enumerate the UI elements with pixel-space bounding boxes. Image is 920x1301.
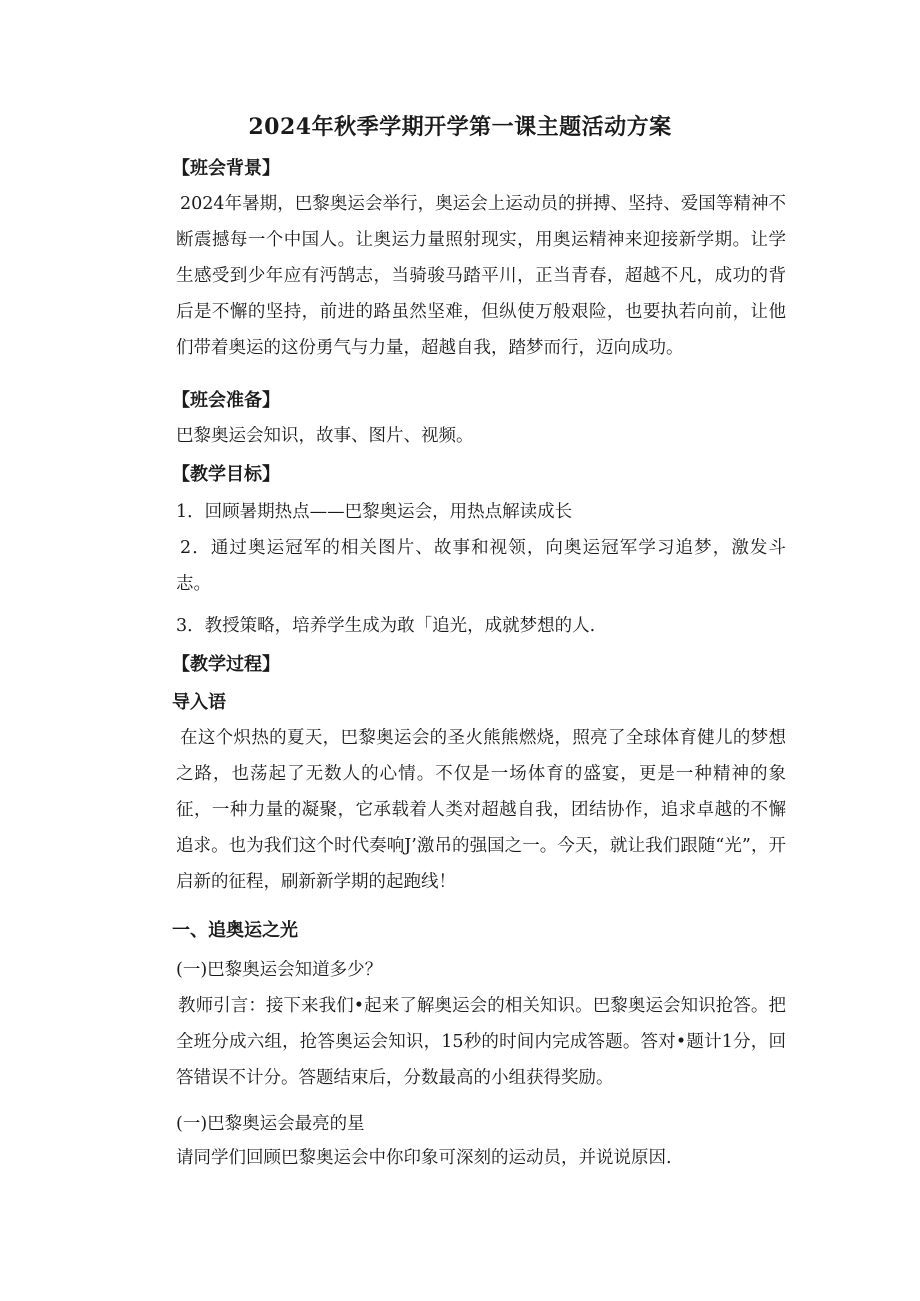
prep-heading: 【班会准备】: [172, 390, 280, 411]
intro-heading: 导入语: [172, 692, 226, 713]
sub2-heading: (一)巴黎奥运会最亮的星: [176, 1114, 365, 1134]
sub1-heading: (一)巴黎奥运会知道多少？: [176, 960, 383, 980]
background-heading: 【班会背景】: [172, 158, 280, 179]
intro-paragraph: 在这个炽热的夏天，巴黎奥运会的圣火熊熊燃烧，照亮了全球体育健儿的梦想之路，也荡起了无数人的心情。不仅是一场体育的盛宴，更是一种精神的象征，一种力量的凝聚，它承载着人类对超越自我，团结协作，追求卓越的不懈追求。也为我们这个时代奏响J’激吊的强国之一。今天，就让我们跟随“光”，开启新的征程，刷新新学期的起跑线！: [176, 728, 786, 892]
goal-item-1: 1．回顾暑期热点——巴黎奥运会，用热点解读成长: [176, 502, 573, 522]
goal-item-3: 3．教授策略，培养学生成为敢「追光，成就梦想的人.: [176, 616, 596, 636]
background-paragraph: 2024年暑期，巴黎奥运会举行，奥运会上运动员的拼搏、坚持、爱国等精神不断震撼每一个中国人。让奥运力量照射现实，用奥运精神来迎接新学期。让学生感受到少年应有沔鹄志，当骑骏马踏平川，正当青春，超越不凡，成功的背后是不懈的坚持，前进的路虽然坚难，但纵使万般艰险，也要执若向前，让他们带着奥运的这份勇气与力量，超越自我，踏梦而行，迈向成功。: [176, 194, 786, 358]
sub2-paragraph: 请同学们回顾巴黎奥运会中你印象可深刻的运动员，并说说原因.: [176, 1148, 672, 1168]
part1-heading: 一、追奥运之光: [172, 920, 298, 941]
process-heading: 【教学过程】: [172, 654, 280, 675]
goal-item-2: 2．通过奥运冠军的相关图片、故事和视领，向奥运冠军学习追梦，激发斗志。: [176, 538, 786, 594]
prep-paragraph: 巴黎奥运会知识，故事、图片、视频。: [176, 426, 474, 446]
page-title: 2024年秋季学期开学第一课主题活动方案: [248, 114, 672, 140]
goals-heading: 【教学目标】: [172, 464, 280, 485]
sub1-paragraph: 教师引言：接下来我们•起来了解奥运会的相关知识。巴黎奥运会知识抢答。把全班分成六组，抢答奥运会知识，15秒的时间内完成答题。答对•题计1分，回答错误不计分。答题结束后，分数最高的小组获得奖励。: [176, 996, 786, 1088]
